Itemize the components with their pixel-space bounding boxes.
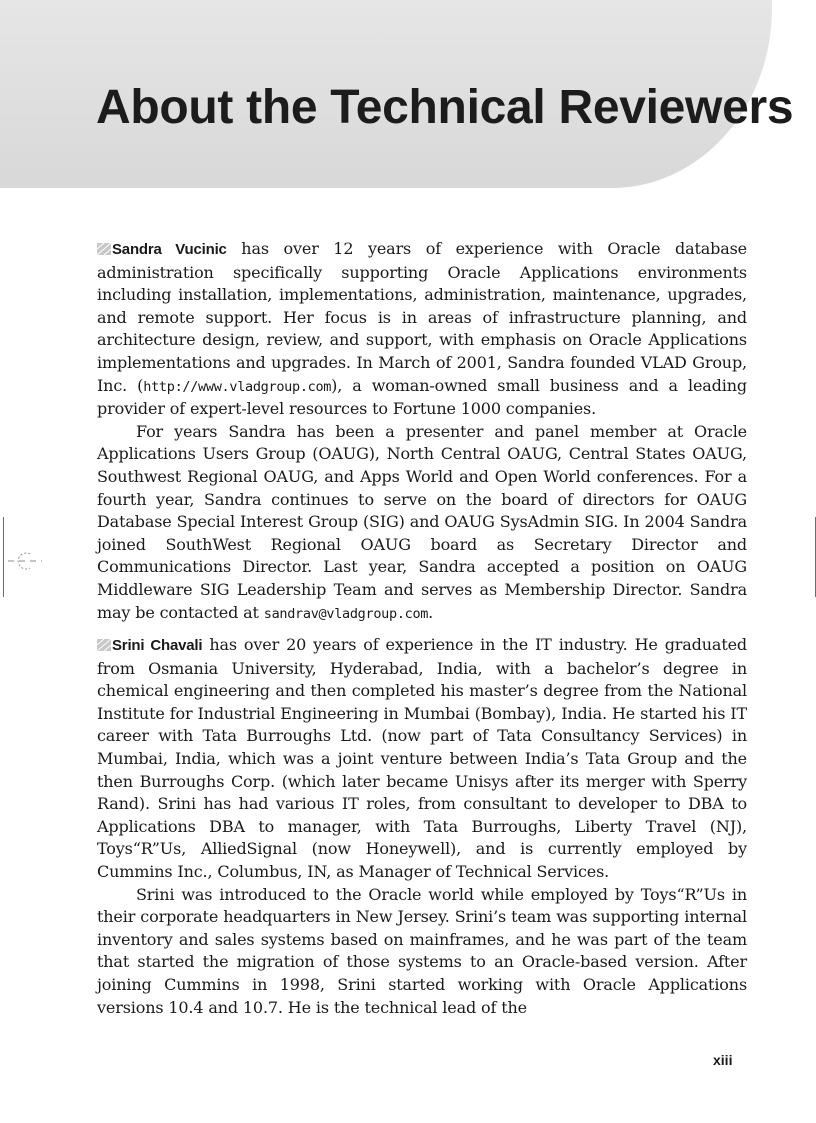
text-run: Srini was introduced to the Oracle world while employed by Toys“R”Us in their corporate headquarters in New Jersey. Srini’s team was supporting internal inventory and sales systems based on mainframes, and he was part of the team that started the migration of those systems to an Oracle-based version. After joining Cummins in 1998, Srini started working with Oracle Applications versions 10.4 and 10.7. He is the technical lead of the <box>97 884 747 1017</box>
left-margin-line <box>3 517 4 597</box>
reviewer-name: Sandra Vucinic <box>112 241 227 258</box>
email-address: sandrav@vladgroup.com <box>263 605 429 622</box>
text-run: has over 20 years of experience in the IT industry. He graduated from Osmania University, Hyderabad, India, with a bachelor’s degree in chemical engineering and then completed his master’s degree from the National Institute for Industrial Engineering in Mumbai (Bombay), India. He started his IT career with Tata Burroughs Ltd. (now part of Tata Consultancy Services) in Mumbai, India, which was a joint venture between India’s Tata Group and the then Burroughs Corp. (which later became Unisys after its merger with Sperry Rand). Srini has had various IT roles, from consultant to developer to DBA to Applications DBA to manager, with Tata Burroughs, Liberty Travel (NJ), Toys“R”Us, AlliedSignal (now Honeywell), and is currently employed by Cummins Inc., Columbus, IN, as Manager of Technical Services. <box>97 635 748 882</box>
bullet-icon <box>97 639 111 651</box>
crop-mark-icon <box>8 551 42 571</box>
text-run: . <box>428 602 434 622</box>
page-number: xiii <box>713 1052 733 1068</box>
bio-paragraph <box>97 634 747 884</box>
text-run: has over 12 years of experience with Oracle database administration specifically supporting Oracle Applications environments including installation, implementations, administration, maintenance, upgrades, and remote support. Her focus is in areas of infrastructure planning, and architecture design, review, and support, with emphasis on Oracle Applications implementations and upgrades. In March of 2001, Sandra founded VLAD Group, Inc. ( <box>97 239 747 395</box>
bio-paragraph <box>97 421 747 625</box>
text-run: ), a woman-owned small business and a leading provider of expert-level resources to Fortune 1000 companies. <box>97 375 747 419</box>
reviewer-name: Srini Chavali <box>112 637 203 655</box>
reviewer-bio <box>97 634 747 1019</box>
website-url: http://www.vladgroup.com <box>143 378 332 395</box>
chapter-title: About the Technical Reviewers <box>96 81 794 134</box>
reviewers-content <box>97 238 747 1028</box>
reviewer-bio <box>97 238 747 625</box>
bio-paragraph <box>97 238 747 421</box>
bio-paragraph <box>97 884 747 1020</box>
text-run: For years Sandra has been a presenter and panel member at Oracle Applications Users Group (OAUG), North Central OAUG, Central States OAUG, Southwest Regional OAUG, and Apps World and Open World conferences. For a fourth year, Sandra continues to serve on the board of directors for OAUG Database Special Interest Group (SIG) and OAUG SysAdmin SIG. In 2004 Sandra joined SouthWest Regional OAUG board as Secretary Director and Communications Director. Last year, Sandra accepted a position on OAUG Middleware SIG Leadership Team and serves as Membership Director. Sandra may be contacted at <box>97 421 747 622</box>
bullet-icon <box>97 243 111 255</box>
